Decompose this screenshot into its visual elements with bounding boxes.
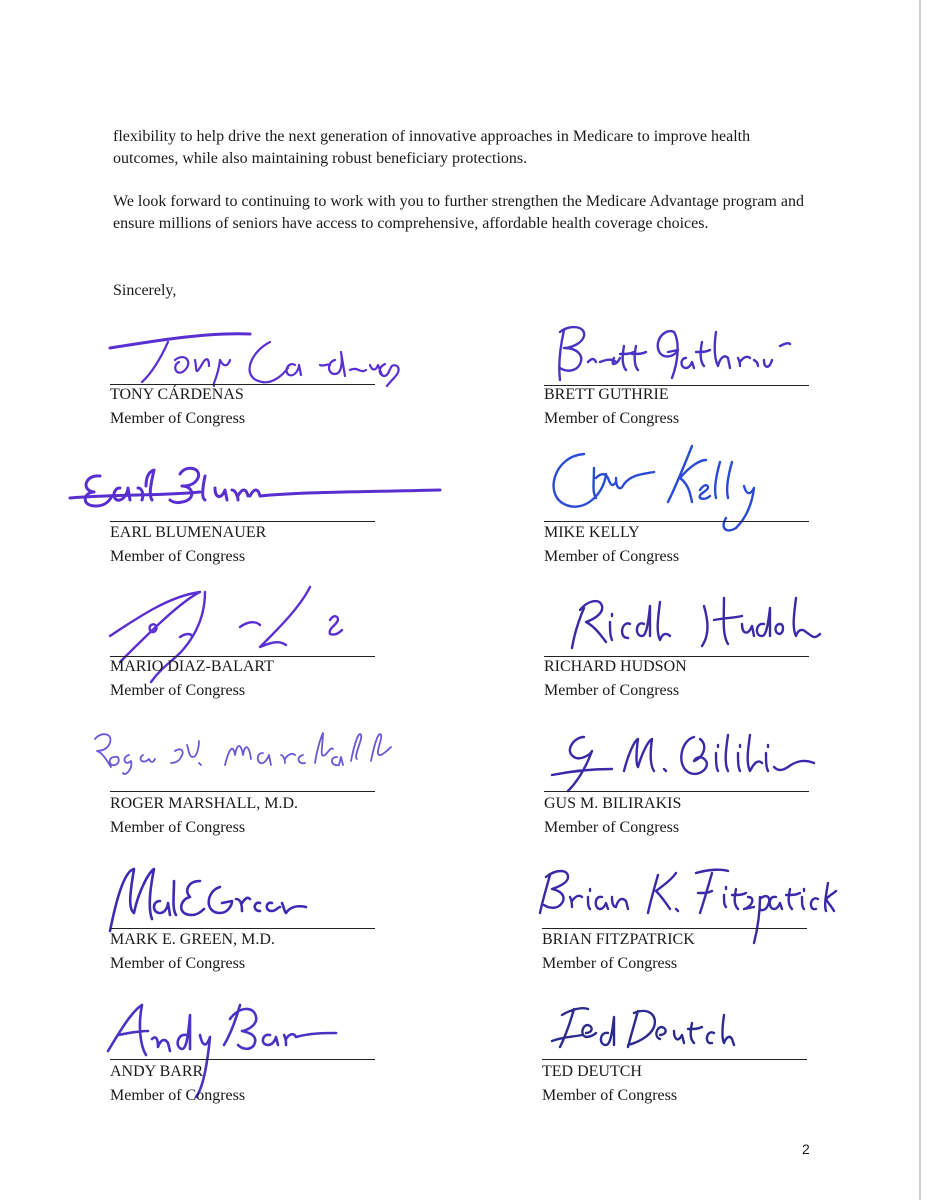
signer-name: MARK E. GREEN, M.D.	[110, 931, 275, 948]
signer-name: MARIO DIAZ-BALART	[110, 658, 274, 675]
signer-title: Member of Congress	[544, 682, 680, 699]
closing: Sincerely,	[113, 282, 177, 299]
signature-image	[544, 723, 824, 799]
signer-title: Member of Congress	[110, 410, 246, 427]
signature-line	[110, 384, 375, 385]
signature-image	[100, 861, 320, 941]
page-number: 2	[802, 1141, 810, 1157]
signer-title: Member of Congress	[544, 819, 680, 836]
signer-title: Member of Congress	[110, 682, 246, 699]
signature-line	[110, 521, 375, 522]
signer-title: Member of Congress	[544, 548, 680, 565]
signature-line	[110, 928, 375, 929]
signer-name: RICHARD HUDSON	[544, 658, 687, 675]
signature-image	[554, 318, 814, 388]
signer-title: Member of Congress	[110, 1087, 246, 1104]
signer-name: ROGER MARSHALL, M.D.	[110, 795, 299, 812]
signature-line	[110, 791, 375, 792]
signature-line	[542, 928, 807, 929]
paragraph-look-forward: We look forward to continuing to work with you to further strengthen the Medicare Advantage program and ensure millions of seniors have access to comprehensive, affordable health coverage choices.	[113, 193, 804, 232]
signer-name: EARL BLUMENAUER	[110, 524, 267, 541]
signer-name: BRETT GUTHRIE	[544, 386, 669, 403]
signature-image	[85, 725, 405, 785]
signer-name: BRIAN FITZPATRICK	[542, 931, 695, 948]
signer-name: GUS M. BILIRAKIS	[544, 795, 682, 812]
signature-line	[544, 521, 809, 522]
signer-name: MIKE KELLY	[544, 524, 640, 541]
paragraph-flexibility: flexibility to help drive the next generation of innovative approaches in Medicare to improve health outcomes, while also maintaining robust beneficiary protections.	[113, 128, 751, 167]
signature-line	[110, 656, 375, 657]
page-edge	[919, 0, 921, 1200]
signer-title: Member of Congress	[542, 1087, 678, 1104]
signature-image	[564, 588, 844, 658]
signature-line	[542, 1059, 807, 1060]
signature-line	[544, 791, 809, 792]
signer-title: Member of Congress	[110, 819, 246, 836]
signer-title: Member of Congress	[544, 410, 680, 427]
signer-title: Member of Congress	[542, 955, 678, 972]
signature-image	[542, 995, 742, 1065]
signer-name: TONY CÁRDENAS	[110, 386, 244, 403]
signer-title: Member of Congress	[110, 955, 246, 972]
signature-line	[110, 1059, 375, 1060]
signer-name: ANDY BARR	[110, 1063, 204, 1080]
signer-name: TED DEUTCH	[542, 1063, 642, 1080]
signer-title: Member of Congress	[110, 548, 246, 565]
signature-image	[60, 456, 420, 526]
signature-line	[544, 656, 809, 657]
